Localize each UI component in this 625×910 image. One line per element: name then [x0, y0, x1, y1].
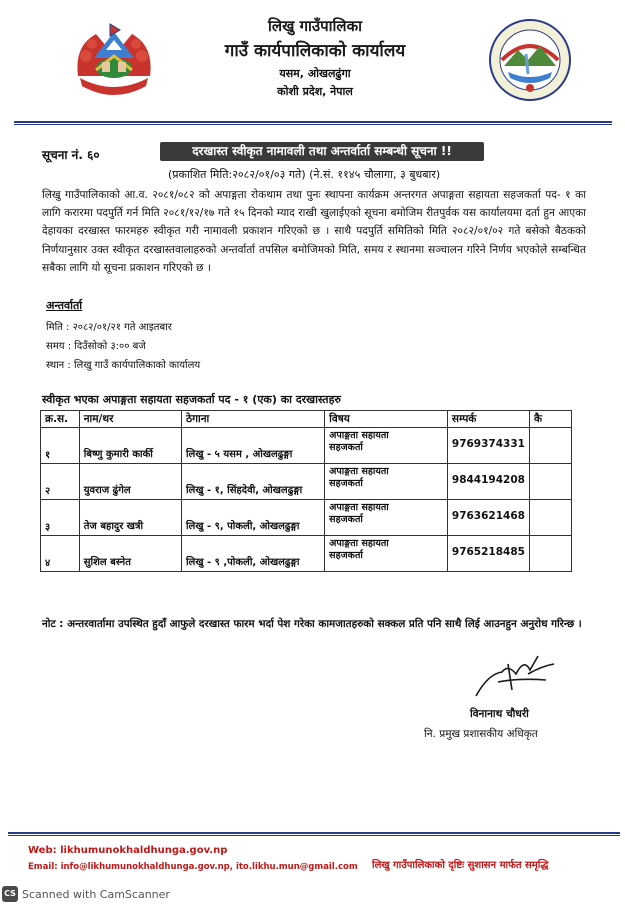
- interview-time: समय : दिउँसोको ३:०० बजे: [46, 341, 146, 352]
- header-name: नाम/थर: [79, 411, 181, 428]
- cell-subject: [325, 536, 448, 572]
- published-date: (प्रकाशित मिति:२०८२/०१/०३ गते) (ने.सं. ११४५ चौलागा, ३ बुधबार): [168, 168, 441, 181]
- subject-line-1: अपाङ्गता सहायता: [329, 430, 389, 441]
- subject-line-1: अपाङ्गता सहायता: [329, 538, 389, 549]
- header-serial: क्र.स.: [41, 411, 80, 428]
- email-label: Email:: [28, 862, 61, 872]
- header-province: कोशी प्रदेश, नेपाल: [277, 85, 353, 98]
- header-remarks: कै: [529, 411, 571, 428]
- interview-date: मिति : २०८२/०१/२१ गते आइतबार: [46, 322, 172, 333]
- cell-name: तेज बहादुर खत्री: [79, 500, 181, 536]
- cell-address: लिखु - ९, पोकली, ओखलढुङ्गा: [181, 500, 324, 536]
- cell-name: बिष्णु कुमारी कार्की: [79, 428, 181, 464]
- cell-contact: 9844194208: [447, 464, 529, 500]
- subject-line-2: सहजकर्ता: [329, 442, 363, 453]
- header-municipality-name: लिखु गाउँपालिका: [268, 17, 362, 35]
- cell-remarks: [529, 464, 571, 500]
- table-row: [41, 500, 572, 536]
- camscanner-text: Scanned with CamScanner: [22, 887, 170, 901]
- cell-serial: १: [41, 428, 80, 464]
- cell-subject: [325, 500, 448, 536]
- municipality-seal-logo: [488, 18, 572, 102]
- camscanner-watermark: [2, 886, 170, 902]
- cell-remarks: [529, 500, 571, 536]
- footer-motto: लिखु गाउँपालिकाको दृष्टिः सुशासन मार्फत समृद्धि: [372, 860, 549, 871]
- subject-line-2: सहजकर्ता: [329, 478, 363, 489]
- notice-body: लिखु गाउँपालिकाको आ.व. २०८१/०८२ को अपाङ्गता रोकथाम तथा पुनः स्थापना कार्यक्रम अन्तरगत अपाङ्गता सहायता सहजकर्ता पद- १ का लागि करारमा पदपुर्ति गर्न मिति २०८१/१२/१७ गते १५ दिनको म्याद राखी खुलाईएको सूचना बमोजिम रीतपुर्वक यस कार्यालयमा दर्ता हुन आएका देहायका दरखास्त फारमहरु स्वीकृत गरी नामावली प्रकाशन गरिएको छ । साथै पदपुर्ति समितिको मिति २०८२/०१/०२ गते बसेको बैठकको निर्णयानुसार उक्त स्वीकृत दरखास्तवालाहरुको अन्तर्वार्ता तपसिल बमोजिमको मिति, समय र स्थानमा सञ्चालन गरिने निर्णय भएकोले सम्बन्धित सबैका लागि यो सूचना प्रकाशन गरिएको छ ।: [42, 189, 586, 274]
- cell-name: युवराज ढुंगेल: [79, 464, 181, 500]
- cell-subject: [325, 428, 448, 464]
- footer-email: [28, 862, 358, 872]
- subject-line-1: अपाङ्गता सहायता: [329, 466, 389, 477]
- subject-line-2: सहजकर्ता: [329, 550, 363, 561]
- table-row: [41, 536, 572, 572]
- table-header-row: [41, 411, 572, 428]
- table-caption: स्वीकृत भएका अपाङ्गता सहायता सहजकर्ता पद - १ (एक) का दरखास्तहरु: [42, 393, 341, 406]
- email-link[interactable]: info@likhumunokhaldhunga.gov.np, ito.likhu.mun@gmail.com: [60, 862, 358, 872]
- table-row: [41, 428, 572, 464]
- camscanner-icon: CS: [2, 886, 18, 902]
- cell-serial: ४: [41, 536, 80, 572]
- subject-line-1: अपाङ्गता सहायता: [329, 502, 389, 513]
- signatory-title: नि. प्रमुख प्रशासकीय अधिकृत: [424, 728, 538, 740]
- header-divider-thin: [14, 124, 612, 125]
- cell-address: लिखु - १, सिंहदेवी, ओखलढुङ्गा: [181, 464, 324, 500]
- interview-place: स्थान : लिखु गाउँ कार्यपालिकाको कार्यालय: [46, 360, 201, 371]
- cell-contact: 9765218485: [447, 536, 529, 572]
- table-row: [41, 464, 572, 500]
- footer-divider-thin: [8, 835, 620, 836]
- interview-heading: अन्तर्वार्ता: [46, 299, 83, 312]
- header-divider: [14, 121, 612, 123]
- cell-serial: २: [41, 464, 80, 500]
- note-text: नोट : अन्तरवार्तामा उपस्थित हुदाँ आफुले दरखास्त फारम भर्दा पेश गरेका कामजातहरुको सक्कल प्रति पनि साथै लिई आउनहुन अनुरोध गरिन्छ ।: [42, 618, 582, 630]
- header-contact: सम्पर्क: [447, 411, 529, 428]
- signatory-name: विनानाथ चौधरी: [470, 708, 529, 720]
- applicants-table: [40, 410, 572, 572]
- cell-serial: ३: [41, 500, 80, 536]
- website-link[interactable]: likhumunokhaldhunga.gov.np: [60, 845, 228, 856]
- cell-name: सुशिल बस्नेत: [79, 536, 181, 572]
- cell-contact: 9763621468: [447, 500, 529, 536]
- nepal-emblem-logo: [66, 16, 162, 108]
- notice-title: दरखास्त स्वीकृत नामावली तथा अन्तर्वार्ता सम्बन्धी सूचना !!: [160, 142, 484, 161]
- cell-address: लिखु - ९ ,पोकली, ओखलढुङ्गा: [181, 536, 324, 572]
- cell-remarks: [529, 428, 571, 464]
- web-label: Web:: [28, 845, 61, 856]
- footer-website: [28, 845, 227, 856]
- header-office-name: गाउँ कार्यपालिकाको कार्यालय: [224, 41, 406, 61]
- cell-subject: [325, 464, 448, 500]
- cell-contact: 9769374331: [447, 428, 529, 464]
- footer-divider: [8, 832, 620, 834]
- header-subject: विषय: [325, 411, 448, 428]
- header-address: यसम, ओखलढुंगा: [279, 67, 351, 80]
- subject-line-2: सहजकर्ता: [329, 514, 363, 525]
- notice-number: सूचना नं. ६०: [42, 148, 100, 162]
- handwritten-signature: [468, 644, 560, 704]
- cell-remarks: [529, 536, 571, 572]
- cell-address: लिखु - ५ यसम , ओखलढुङ्गा: [181, 428, 324, 464]
- header-address: ठेगाना: [181, 411, 324, 428]
